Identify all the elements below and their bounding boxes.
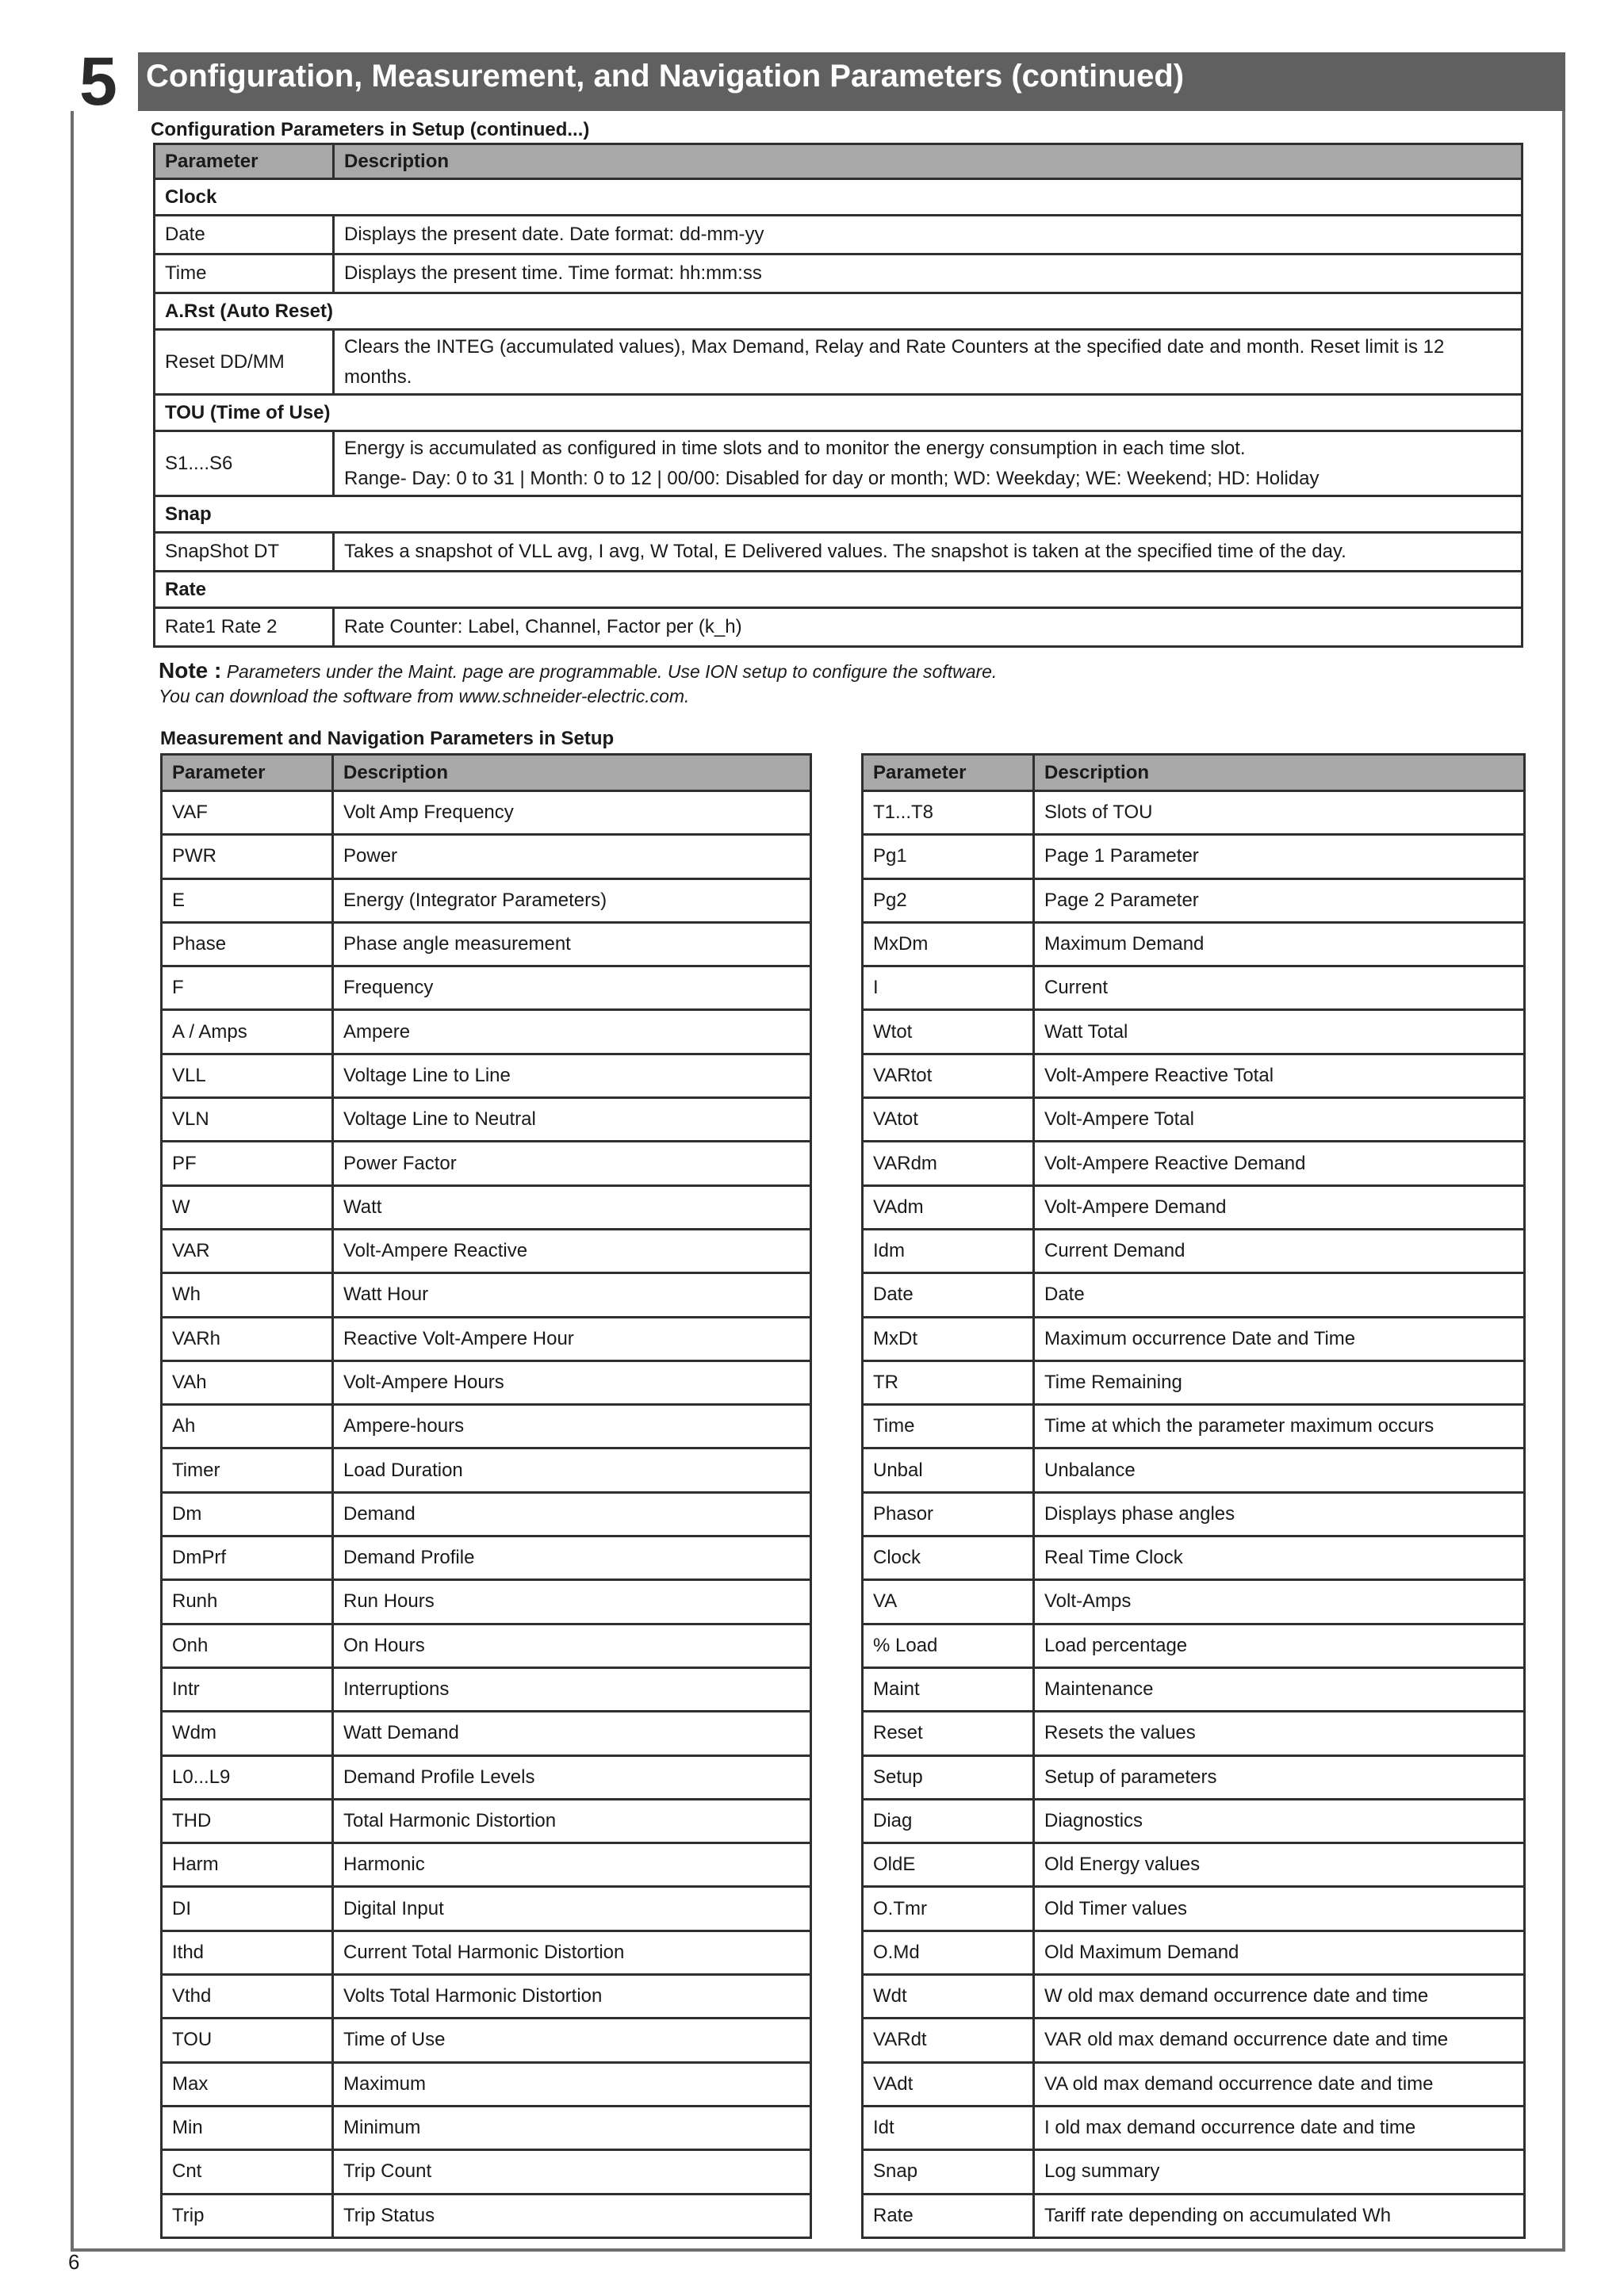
param-cell: Rate (863, 2194, 1034, 2237)
desc-cell: Demand Profile Levels (333, 1755, 811, 1799)
table-row (863, 1799, 1525, 1843)
desc-cell (334, 330, 1522, 395)
param-cell: DmPrf (162, 1536, 333, 1580)
table-row (863, 1185, 1525, 1229)
desc-line: Range- Day: 0 to 31 | Month: 0 to 12 | 00/00: Disabled for day or month; WD: Weekday; WE: Weekend; HD: Holiday (344, 467, 1320, 489)
table-row (162, 2194, 811, 2237)
desc-cell: Ampere-hours (333, 1405, 811, 1448)
table-row (863, 1317, 1525, 1360)
desc-cell: Watt Demand (333, 1712, 811, 1755)
table-row (155, 608, 1522, 647)
table-row (162, 1142, 811, 1185)
param-cell: PF (162, 1142, 333, 1185)
desc-cell: Time at which the parameter maximum occurs (1034, 1405, 1525, 1448)
table-row (863, 1229, 1525, 1272)
table-row (162, 1273, 811, 1317)
table-row (863, 1755, 1525, 1799)
column-header-description: Description (333, 755, 811, 791)
param-cell: Setup (863, 1755, 1034, 1799)
param-cell: T1...T8 (863, 791, 1034, 835)
desc-cell: Real Time Clock (1034, 1536, 1525, 1580)
table-row (863, 1492, 1525, 1536)
desc-line: Energy is accumulated as configured in time slots and to monitor the energy consumption in each time slot. (344, 437, 1246, 459)
table-row (162, 1667, 811, 1711)
param-cell: Maint (863, 1667, 1034, 1711)
param-cell: DI (162, 1887, 333, 1931)
desc-cell: Unbalance (1034, 1448, 1525, 1492)
desc-cell: Watt Hour (333, 1273, 811, 1317)
param-cell: VARh (162, 1317, 333, 1360)
table-row (162, 1010, 811, 1054)
param-cell: VAdm (863, 1185, 1034, 1229)
table-row (162, 2062, 811, 2106)
table-row (863, 1667, 1525, 1711)
measurement-table-right (861, 753, 1526, 2239)
desc-cell: Voltage Line to Neutral (333, 1098, 811, 1142)
desc-cell: Ampere (333, 1010, 811, 1054)
column-header-parameter: Parameter (863, 755, 1034, 791)
desc-cell: Old Timer values (1034, 1887, 1525, 1931)
table-row (162, 1492, 811, 1536)
desc-cell: Digital Input (333, 1887, 811, 1931)
table-row (162, 1843, 811, 1887)
desc-cell: Volt-Ampere Hours (333, 1360, 811, 1404)
table-row (162, 1755, 811, 1799)
group-row-clock: Clock (155, 179, 1522, 216)
desc-cell: Load percentage (1034, 1624, 1525, 1667)
column-header-description: Description (1034, 755, 1525, 791)
desc-cell: Date (1034, 1273, 1525, 1317)
desc-cell: Trip Count (333, 2150, 811, 2194)
param-cell: Pg2 (863, 878, 1034, 922)
chapter-number: 5 (79, 44, 117, 120)
param-cell: TR (863, 1360, 1034, 1404)
param-cell: A / Amps (162, 1010, 333, 1054)
desc-cell: Minimum (333, 2106, 811, 2149)
table-row (863, 2150, 1525, 2194)
table-row (162, 1360, 811, 1404)
frame-bottom-border (71, 2248, 1565, 2252)
desc-cell: Page 1 Parameter (1034, 835, 1525, 878)
desc-cell: Volt-Ampere Demand (1034, 1185, 1525, 1229)
desc-cell: W old max demand occurrence date and time (1034, 1975, 1525, 2019)
param-cell: Diag (863, 1799, 1034, 1843)
param-cell: Reset (863, 1712, 1034, 1755)
table-row (162, 1580, 811, 1624)
table-row (863, 1843, 1525, 1887)
param-cell: Timer (162, 1448, 333, 1492)
table-row (863, 2194, 1525, 2237)
desc-cell: Page 2 Parameter (1034, 878, 1525, 922)
table-row (863, 1405, 1525, 1448)
param-cell: VAdt (863, 2062, 1034, 2106)
desc-cell: Displays the present time. Time format: hh:mm:ss (334, 254, 1522, 293)
table-row (162, 2150, 811, 2194)
param-cell: Intr (162, 1667, 333, 1711)
desc-cell: Watt (333, 1185, 811, 1229)
param-cell: VARdt (863, 2019, 1034, 2062)
table-row (155, 216, 1522, 254)
param-cell: Time (155, 254, 334, 293)
param-cell: Date (155, 216, 334, 254)
desc-cell: Current Demand (1034, 1229, 1525, 1272)
column-header-parameter: Parameter (162, 755, 333, 791)
param-cell: O.Tmr (863, 1887, 1034, 1931)
desc-cell: Maximum Demand (1034, 922, 1525, 966)
table-row (863, 1975, 1525, 2019)
param-cell: L0...L9 (162, 1755, 333, 1799)
desc-cell: Phase angle measurement (333, 922, 811, 966)
param-cell: VAh (162, 1360, 333, 1404)
table-row (155, 330, 1522, 395)
param-cell: VARtot (863, 1054, 1034, 1097)
table-row (863, 1536, 1525, 1580)
desc-cell: Slots of TOU (1034, 791, 1525, 835)
group-row-rate: Rate (155, 572, 1522, 608)
desc-cell: Displays phase angles (1034, 1492, 1525, 1536)
note-line-2: You can download the software from www.schneider-electric.com. (159, 686, 690, 706)
param-cell: Rate1 Rate 2 (155, 608, 334, 647)
param-cell: Vthd (162, 1975, 333, 2019)
table-row (162, 1448, 811, 1492)
table-row (863, 2019, 1525, 2062)
desc-cell: Frequency (333, 966, 811, 1010)
desc-cell: On Hours (333, 1624, 811, 1667)
param-cell: THD (162, 1799, 333, 1843)
table-row (162, 1931, 811, 1974)
table-row (162, 1405, 811, 1448)
table-row (863, 1142, 1525, 1185)
param-cell: Wtot (863, 1010, 1034, 1054)
desc-cell: Time of Use (333, 2019, 811, 2062)
table-row (863, 922, 1525, 966)
table-row (162, 1229, 811, 1272)
column-header-description: Description (334, 144, 1522, 179)
group-row-auto-reset: A.Rst (Auto Reset) (155, 293, 1522, 330)
table-row (863, 835, 1525, 878)
table-row (162, 2106, 811, 2149)
param-cell: W (162, 1185, 333, 1229)
param-cell: Wdt (863, 1975, 1034, 2019)
desc-cell: Load Duration (333, 1448, 811, 1492)
param-cell: VLN (162, 1098, 333, 1142)
param-cell: Date (863, 1273, 1034, 1317)
desc-cell: Rate Counter: Label, Channel, Factor per (k_h) (334, 608, 1522, 647)
note-line-1: Parameters under the Maint. page are programmable. Use ION setup to configure the software. (226, 661, 998, 682)
table-row (162, 1185, 811, 1229)
param-cell: VAF (162, 791, 333, 835)
param-cell: Idm (863, 1229, 1034, 1272)
param-cell: S1....S6 (155, 431, 334, 496)
param-cell: Snap (863, 2150, 1034, 2194)
param-cell: Harm (162, 1843, 333, 1887)
table-row (863, 1360, 1525, 1404)
table-row (863, 2062, 1525, 2106)
desc-cell: Interruptions (333, 1667, 811, 1711)
table-row (155, 254, 1522, 293)
desc-cell: Volts Total Harmonic Distortion (333, 1975, 811, 2019)
desc-cell: Current Total Harmonic Distortion (333, 1931, 811, 1974)
param-cell: Onh (162, 1624, 333, 1667)
param-cell: MxDt (863, 1317, 1034, 1360)
table-row (863, 1624, 1525, 1667)
table-row (162, 878, 811, 922)
desc-cell: Takes a snapshot of VLL avg, I avg, W Total, E Delivered values. The snapshot is taken at the specified time of the day. (334, 533, 1522, 572)
desc-cell: Diagnostics (1034, 1799, 1525, 1843)
desc-cell: Voltage Line to Line (333, 1054, 811, 1097)
param-cell: MxDm (863, 922, 1034, 966)
desc-cell: Volt-Ampere Total (1034, 1098, 1525, 1142)
desc-line: months. (344, 365, 412, 388)
desc-cell: Maximum occurrence Date and Time (1034, 1317, 1525, 1360)
param-cell: Pg1 (863, 835, 1034, 878)
table-row (863, 1098, 1525, 1142)
table-row (162, 2019, 811, 2062)
config-section-title: Configuration Parameters in Setup (continued...) (151, 119, 590, 140)
table-row (162, 1975, 811, 2019)
table-row (162, 835, 811, 878)
param-cell: Unbal (863, 1448, 1034, 1492)
table-row (162, 1317, 811, 1360)
param-cell: TOU (162, 2019, 333, 2062)
desc-cell: Volt Amp Frequency (333, 791, 811, 835)
param-cell: Idt (863, 2106, 1034, 2149)
param-cell: VARdm (863, 1142, 1034, 1185)
note-block (159, 658, 997, 709)
table-row (162, 966, 811, 1010)
desc-cell: Volt-Ampere Reactive (333, 1229, 811, 1272)
param-cell: Ah (162, 1405, 333, 1448)
desc-cell: Log summary (1034, 2150, 1525, 2194)
table-row (162, 791, 811, 835)
param-cell: E (162, 878, 333, 922)
param-cell: Wdm (162, 1712, 333, 1755)
desc-cell: Time Remaining (1034, 1360, 1525, 1404)
param-cell: Min (162, 2106, 333, 2149)
param-cell: F (162, 966, 333, 1010)
group-row-time-of-use: TOU (Time of Use) (155, 395, 1522, 431)
desc-cell: Reactive Volt-Ampere Hour (333, 1317, 811, 1360)
param-cell: Wh (162, 1273, 333, 1317)
param-cell: Clock (863, 1536, 1034, 1580)
table-row (162, 1624, 811, 1667)
param-cell: I (863, 966, 1034, 1010)
desc-cell: Old Maximum Demand (1034, 1931, 1525, 1974)
table-row (162, 1098, 811, 1142)
desc-cell: Power Factor (333, 1142, 811, 1185)
desc-cell: Demand (333, 1492, 811, 1536)
desc-line: Clears the INTEG (accumulated values), Max Demand, Relay and Rate Counters at the specified date and month. Reset limit is 12 (344, 335, 1445, 358)
desc-cell: Total Harmonic Distortion (333, 1799, 811, 1843)
param-cell: OldE (863, 1843, 1034, 1887)
param-cell: Phase (162, 922, 333, 966)
table-row (863, 1887, 1525, 1931)
desc-cell: Power (333, 835, 811, 878)
config-parameters-table (153, 143, 1523, 648)
note-label: Note : (159, 658, 222, 683)
param-cell: VA (863, 1580, 1034, 1624)
group-row-snap: Snap (155, 496, 1522, 533)
table-row (863, 2106, 1525, 2149)
param-cell: Dm (162, 1492, 333, 1536)
param-cell: VLL (162, 1054, 333, 1097)
desc-cell (334, 431, 1522, 496)
param-cell: Phasor (863, 1492, 1034, 1536)
desc-cell: Displays the present date. Date format: dd-mm-yy (334, 216, 1522, 254)
table-row (863, 878, 1525, 922)
table-row (162, 922, 811, 966)
table-row (863, 1273, 1525, 1317)
desc-cell: Trip Status (333, 2194, 811, 2237)
table-row (863, 791, 1525, 835)
param-cell: Runh (162, 1580, 333, 1624)
param-cell: Time (863, 1405, 1034, 1448)
table-row (863, 1712, 1525, 1755)
desc-cell: Resets the values (1034, 1712, 1525, 1755)
param-cell: Reset DD/MM (155, 330, 334, 395)
param-cell: % Load (863, 1624, 1034, 1667)
frame-left-border (71, 111, 74, 2252)
desc-cell: Tariff rate depending on accumulated Wh (1034, 2194, 1525, 2237)
desc-cell: Demand Profile (333, 1536, 811, 1580)
param-cell: SnapShot DT (155, 533, 334, 572)
param-cell: PWR (162, 835, 333, 878)
table-row (863, 1448, 1525, 1492)
desc-cell: I old max demand occurrence date and time (1034, 2106, 1525, 2149)
table-row (162, 1712, 811, 1755)
table-row (863, 1010, 1525, 1054)
table-row (155, 533, 1522, 572)
page-title: Configuration, Measurement, and Navigation Parameters (continued) (138, 52, 1565, 111)
measurement-section-title: Measurement and Navigation Parameters in Setup (160, 728, 615, 749)
table-row (162, 1054, 811, 1097)
frame-right-border (1562, 111, 1565, 2252)
table-row (863, 1054, 1525, 1097)
measurement-table-left (160, 753, 812, 2239)
table-row (863, 1931, 1525, 1974)
desc-cell: VAR old max demand occurrence date and time (1034, 2019, 1525, 2062)
table-row (162, 1799, 811, 1843)
page-number: 6 (68, 2250, 80, 2274)
desc-cell: Watt Total (1034, 1010, 1525, 1054)
desc-cell: Energy (Integrator Parameters) (333, 878, 811, 922)
desc-cell: Current (1034, 966, 1525, 1010)
table-row (155, 431, 1522, 496)
desc-cell: Maintenance (1034, 1667, 1525, 1711)
param-cell: O.Md (863, 1931, 1034, 1974)
param-cell: Max (162, 2062, 333, 2106)
param-cell: Ithd (162, 1931, 333, 1974)
desc-cell: Volt-Ampere Reactive Total (1034, 1054, 1525, 1097)
param-cell: VAR (162, 1229, 333, 1272)
table-row (863, 1580, 1525, 1624)
column-header-parameter: Parameter (155, 144, 334, 179)
desc-cell: Run Hours (333, 1580, 811, 1624)
table-row (162, 1887, 811, 1931)
desc-cell: Volt-Amps (1034, 1580, 1525, 1624)
table-row (162, 1536, 811, 1580)
desc-cell: Setup of parameters (1034, 1755, 1525, 1799)
desc-cell: Volt-Ampere Reactive Demand (1034, 1142, 1525, 1185)
param-cell: Cnt (162, 2150, 333, 2194)
param-cell: Trip (162, 2194, 333, 2237)
param-cell: VAtot (863, 1098, 1034, 1142)
desc-cell: Maximum (333, 2062, 811, 2106)
desc-cell: Old Energy values (1034, 1843, 1525, 1887)
desc-cell: Harmonic (333, 1843, 811, 1887)
table-row (863, 966, 1525, 1010)
desc-cell: VA old max demand occurrence date and time (1034, 2062, 1525, 2106)
